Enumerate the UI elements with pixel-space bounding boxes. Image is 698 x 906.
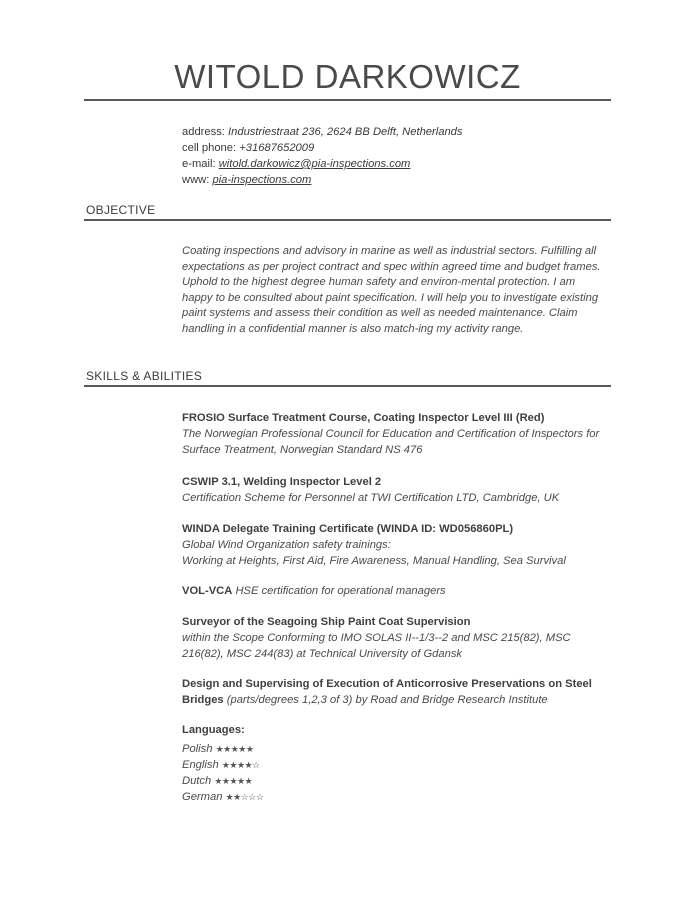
language-item [182, 741, 602, 757]
address-value: Industriestraat 236, 2624 BB Delft, Netherlands [228, 126, 463, 138]
contact-block [182, 124, 462, 188]
objective-text: Coating inspections and advisory in marine as well as industrial sectors. Fulfilling all expectations as per project contract and spec within agreed time and budget frames. Uphold to the highest degree human safety and environ-mental protection. I am happy to be consulted about paint specification. I will help you to investigate existing paint systems and assess their condition as well as needed maintenance. Claim handling in a confidential manner is also match-ing my activity range. [182, 245, 601, 335]
skill-description: within the Scope Conforming to IMO SOLAS II--1/3--2 and MSC 215(82), MSC 216(82), MSC 244(83) at Technical University of Gdansk [182, 632, 571, 660]
languages-heading: Languages: [182, 724, 245, 736]
email-label: e-mail: [182, 158, 216, 170]
skill-entry-bridges [182, 676, 602, 708]
language-name: English [182, 759, 219, 771]
skill-entry-winda [182, 521, 602, 569]
address-row [182, 124, 462, 140]
skills-heading: SKILLS & ABILITIES [86, 369, 203, 383]
skill-entry-surveyor [182, 614, 602, 662]
objective-heading: OBJECTIVE [86, 203, 156, 217]
skill-title: Design and Supervising of Execution of Anticorrosive Preservations on Steel Bridges [182, 678, 592, 706]
skill-title: Surveyor of the Seagoing Ship Paint Coat Supervision [182, 616, 471, 628]
phone-label: cell phone: [182, 142, 237, 154]
header-divider [84, 99, 611, 101]
skill-description: HSE certification for operational managers [235, 585, 446, 597]
skill-description-line2: Working at Heights, First Aid, Fire Awareness, Manual Handling, Sea Survival [182, 555, 566, 567]
address-label: address: [182, 126, 225, 138]
skills-divider [84, 385, 611, 387]
skill-entry-cswip [182, 474, 602, 506]
skill-title: WINDA Delegate Training Certificate (WINDA ID: WD056860PL) [182, 523, 514, 535]
phone-row [182, 140, 462, 156]
skill-title: FROSIO Surface Treatment Course, Coating Inspector Level III (Red) [182, 412, 545, 424]
rating-stars-icon: ★★★★★ [214, 776, 253, 786]
skill-description: (parts/degrees 1,2,3 of 3) by Road and Bridge Research Institute [226, 694, 548, 706]
language-item [182, 773, 602, 789]
skill-description: Global Wind Organization safety trainings: [182, 539, 391, 551]
language-name: Dutch [182, 775, 212, 787]
rating-stars-icon: ★★★★★ [215, 744, 254, 754]
language-name: German [182, 791, 223, 803]
language-item [182, 757, 602, 773]
skill-entry-frosio [182, 410, 602, 458]
rating-stars-icon: ★★★★☆ [221, 760, 260, 770]
www-label: www: [182, 174, 210, 186]
website-link[interactable]: pia-inspections.com [212, 174, 312, 186]
skill-entry-vca [182, 583, 602, 599]
languages-block [182, 722, 602, 805]
phone-value: +31687652009 [239, 142, 315, 154]
skill-description: The Norwegian Professional Council for Education and Certification of Inspectors for Surface Treatment, Norwegian Standard NS 476 [182, 428, 600, 456]
www-row [182, 172, 462, 188]
language-name: Polish [182, 743, 213, 755]
skill-title: CSWIP 3.1, Welding Inspector Level 2 [182, 476, 382, 488]
email-row [182, 156, 462, 172]
candidate-name: WITOLD DARKOWICZ [174, 58, 521, 95]
skill-title: VOL-VCA [182, 585, 233, 597]
skill-description: Certification Scheme for Personnel at TWI Certification LTD, Cambridge, UK [182, 492, 560, 504]
rating-stars-icon: ★★☆☆☆ [225, 792, 264, 802]
objective-divider [84, 219, 611, 221]
language-item [182, 789, 602, 805]
email-link[interactable]: witold.darkowicz@pia-inspections.com [218, 158, 411, 170]
